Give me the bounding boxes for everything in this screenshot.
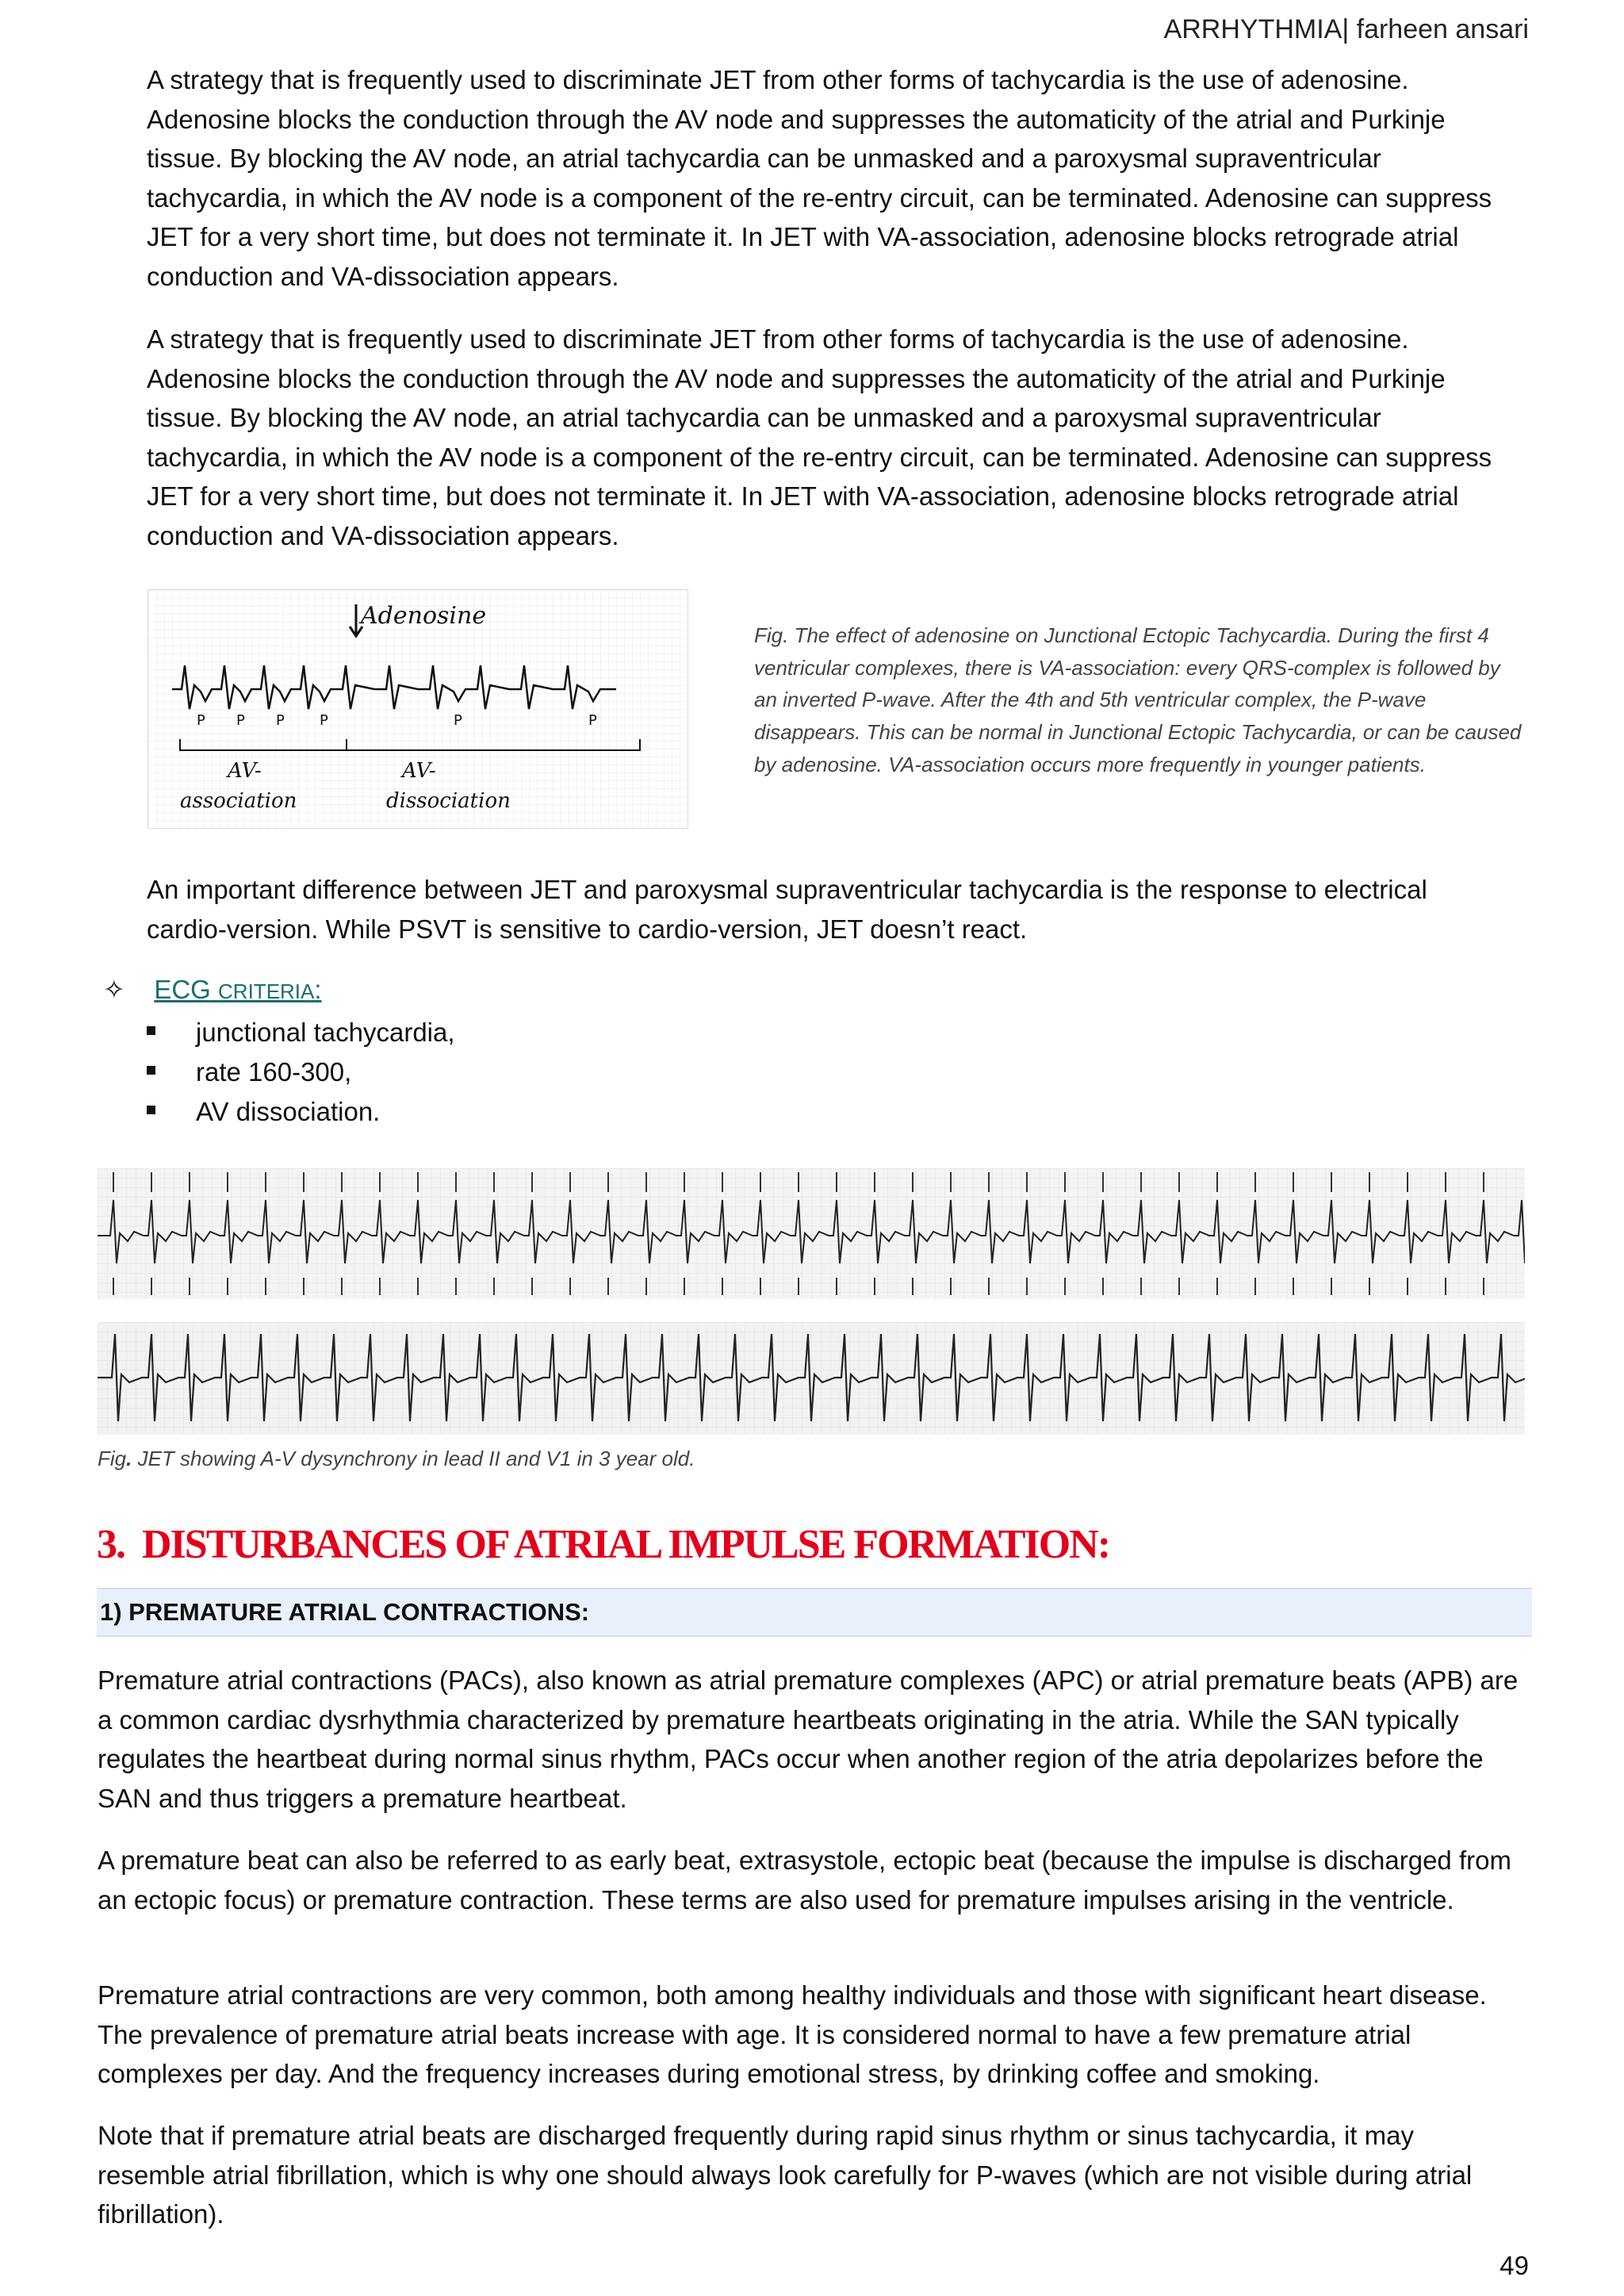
p-wave-label: P: [197, 712, 205, 729]
paragraph-cardioversion: An important difference between JET and paroxysmal supraventricular tachycardia is the response to electrical cardio-version. While PSVT is sensitive to cardio-version, JET doesn’t react.: [147, 875, 1427, 944]
ecg-criteria-main: ECG: [154, 975, 211, 1004]
adenosine-ecg-figure: [147, 589, 688, 829]
paragraph-premature-beat: A premature beat can also be referred to as early beat, extrasystole, ectopic beat (because the impulse is discharged from an ectopic focus) or premature contraction. These terms are also used for premature impulses arising in the ventricle.: [98, 1846, 1511, 1915]
caption-prefix: Fig: [98, 1447, 127, 1470]
section-number: 3.: [97, 1522, 124, 1567]
section-title-text: DISTURBANCES OF ATRIAL IMPULSE FORMATION:: [142, 1522, 1110, 1567]
ecg-criteria-link[interactable]: [154, 975, 321, 1004]
p-wave-label: P: [454, 712, 462, 729]
running-header: ARRHYTHMIA| farheen ansari: [1163, 14, 1529, 44]
page-number: 49: [1500, 2251, 1529, 2280]
ecg-criteria-list: [147, 1013, 455, 1132]
paragraph-pac-prevalence: Premature atrial contractions are very common, both among healthy individuals and those with significant heart disease. The prevalence of premature atrial beats increase with age. It is considered normal to have a few premature atrial complexes per day. And the frequency increases during emotional stress, by drinking coffee and smoking.: [98, 1980, 1487, 2089]
ecg-strip-lead-ii: [98, 1168, 1525, 1299]
paragraph-pac-definition: Premature atrial contractions (PACs), also known as atrial premature complexes (APC) or atrial premature beats (APB) are a common cardiac dysrhythmia characterized by premature heartbeats originating in the atria. While the SAN typically regulates the heartbeat during normal sinus rhythm, PACs occur when another region of the atria depolarizes before the SAN and thus triggers a premature heartbeat.: [98, 1665, 1519, 1813]
av-association-line2: association: [180, 789, 297, 813]
p-wave-label: P: [320, 712, 328, 729]
av-dissociation-line2: dissociation: [386, 789, 511, 813]
p-wave-label: P: [236, 712, 245, 729]
p-wave-label: P: [588, 712, 597, 729]
paragraph-adenosine-2: A strategy that is frequently used to discriminate JET from other forms of tachycardia is the use of adenosine. Adenosine blocks the conduction through the AV node and suppresses the automaticity of the atrial and Purkinje tissue. By blocking the AV node, an atrial tachycardia can be unmasked and a paroxysmal supraventricular tachycardia, in which the AV node is a component of the re-entry circuit, can be terminated. Adenosine can suppress JET for a very short time, but does not terminate it. In JET with VA-association, adenosine blocks retrograde atrial conduction and VA-dissociation appears.: [147, 324, 1492, 550]
ecg-strip-lead-ii-svg: [98, 1168, 1525, 1299]
paragraph-pac-note: Note that if premature atrial beats are discharged frequently during rapid sinus rhythm or sinus tachycardia, it may resemble atrial fibrillation, which is why one should always look carefully for P-waves (which are not visible during atrial fibrillation).: [98, 2121, 1473, 2229]
ecg-criteria-heading: [103, 974, 322, 1005]
list-item: rate 160-300,: [147, 1052, 455, 1092]
adenosine-figure-caption: Fig. The effect of adenosine on Junctional Ectopic Tachycardia. During the first 4 ventricular complexes, there is VA-association: every QRS-complex is followed by an inverted P-wave. After the 4th and 5th ventricular complex, the P-wave disappears. This can be normal in Junctional Ectopic Tachycardia, or can be caused by adenosine. VA-association occurs more frequently in younger patients.: [754, 623, 1522, 776]
ecg-strip-lead-v1: [98, 1322, 1525, 1435]
adenosine-ecg-svg: [148, 590, 688, 828]
av-association-line1: AV-: [228, 759, 262, 783]
star-bullet-icon: ✧: [103, 975, 125, 1004]
list-item: AV dissociation.: [147, 1092, 455, 1132]
ecg-criteria-colon: :: [314, 975, 322, 1004]
caption-dot: .: [126, 1447, 132, 1470]
ecg-criteria-small: CRITERIA: [218, 979, 315, 1003]
section-heading: [97, 1521, 1109, 1568]
av-dissociation-line1: AV-: [402, 759, 436, 783]
p-wave-label: P: [276, 712, 285, 729]
subsection-heading-pac: 1) PREMATURE ATRIAL CONTRACTIONS:: [97, 1588, 1532, 1637]
caption-rest: JET showing A-V dysynchrony in lead II and V1 in 3 year old.: [132, 1447, 695, 1470]
jet-figure-caption: [98, 1443, 695, 1475]
paragraph-adenosine-1: A strategy that is frequently used to discriminate JET from other forms of tachycardia is the use of adenosine. Adenosine blocks the conduction through the AV node and suppresses the automaticity of the atrial and Purkinje tissue. By blocking the AV node, an atrial tachycardia can be unmasked and a paroxysmal supraventricular tachycardia, in which the AV node is a component of the re-entry circuit, can be terminated. Adenosine can suppress JET for a very short time, but does not terminate it. In JET with VA-association, adenosine blocks retrograde atrial conduction and VA-dissociation appears.: [147, 65, 1492, 291]
list-item: junctional tachycardia,: [147, 1013, 455, 1052]
ecg-strip-lead-v1-svg: [98, 1322, 1525, 1435]
adenosine-label: Adenosine: [361, 602, 487, 630]
